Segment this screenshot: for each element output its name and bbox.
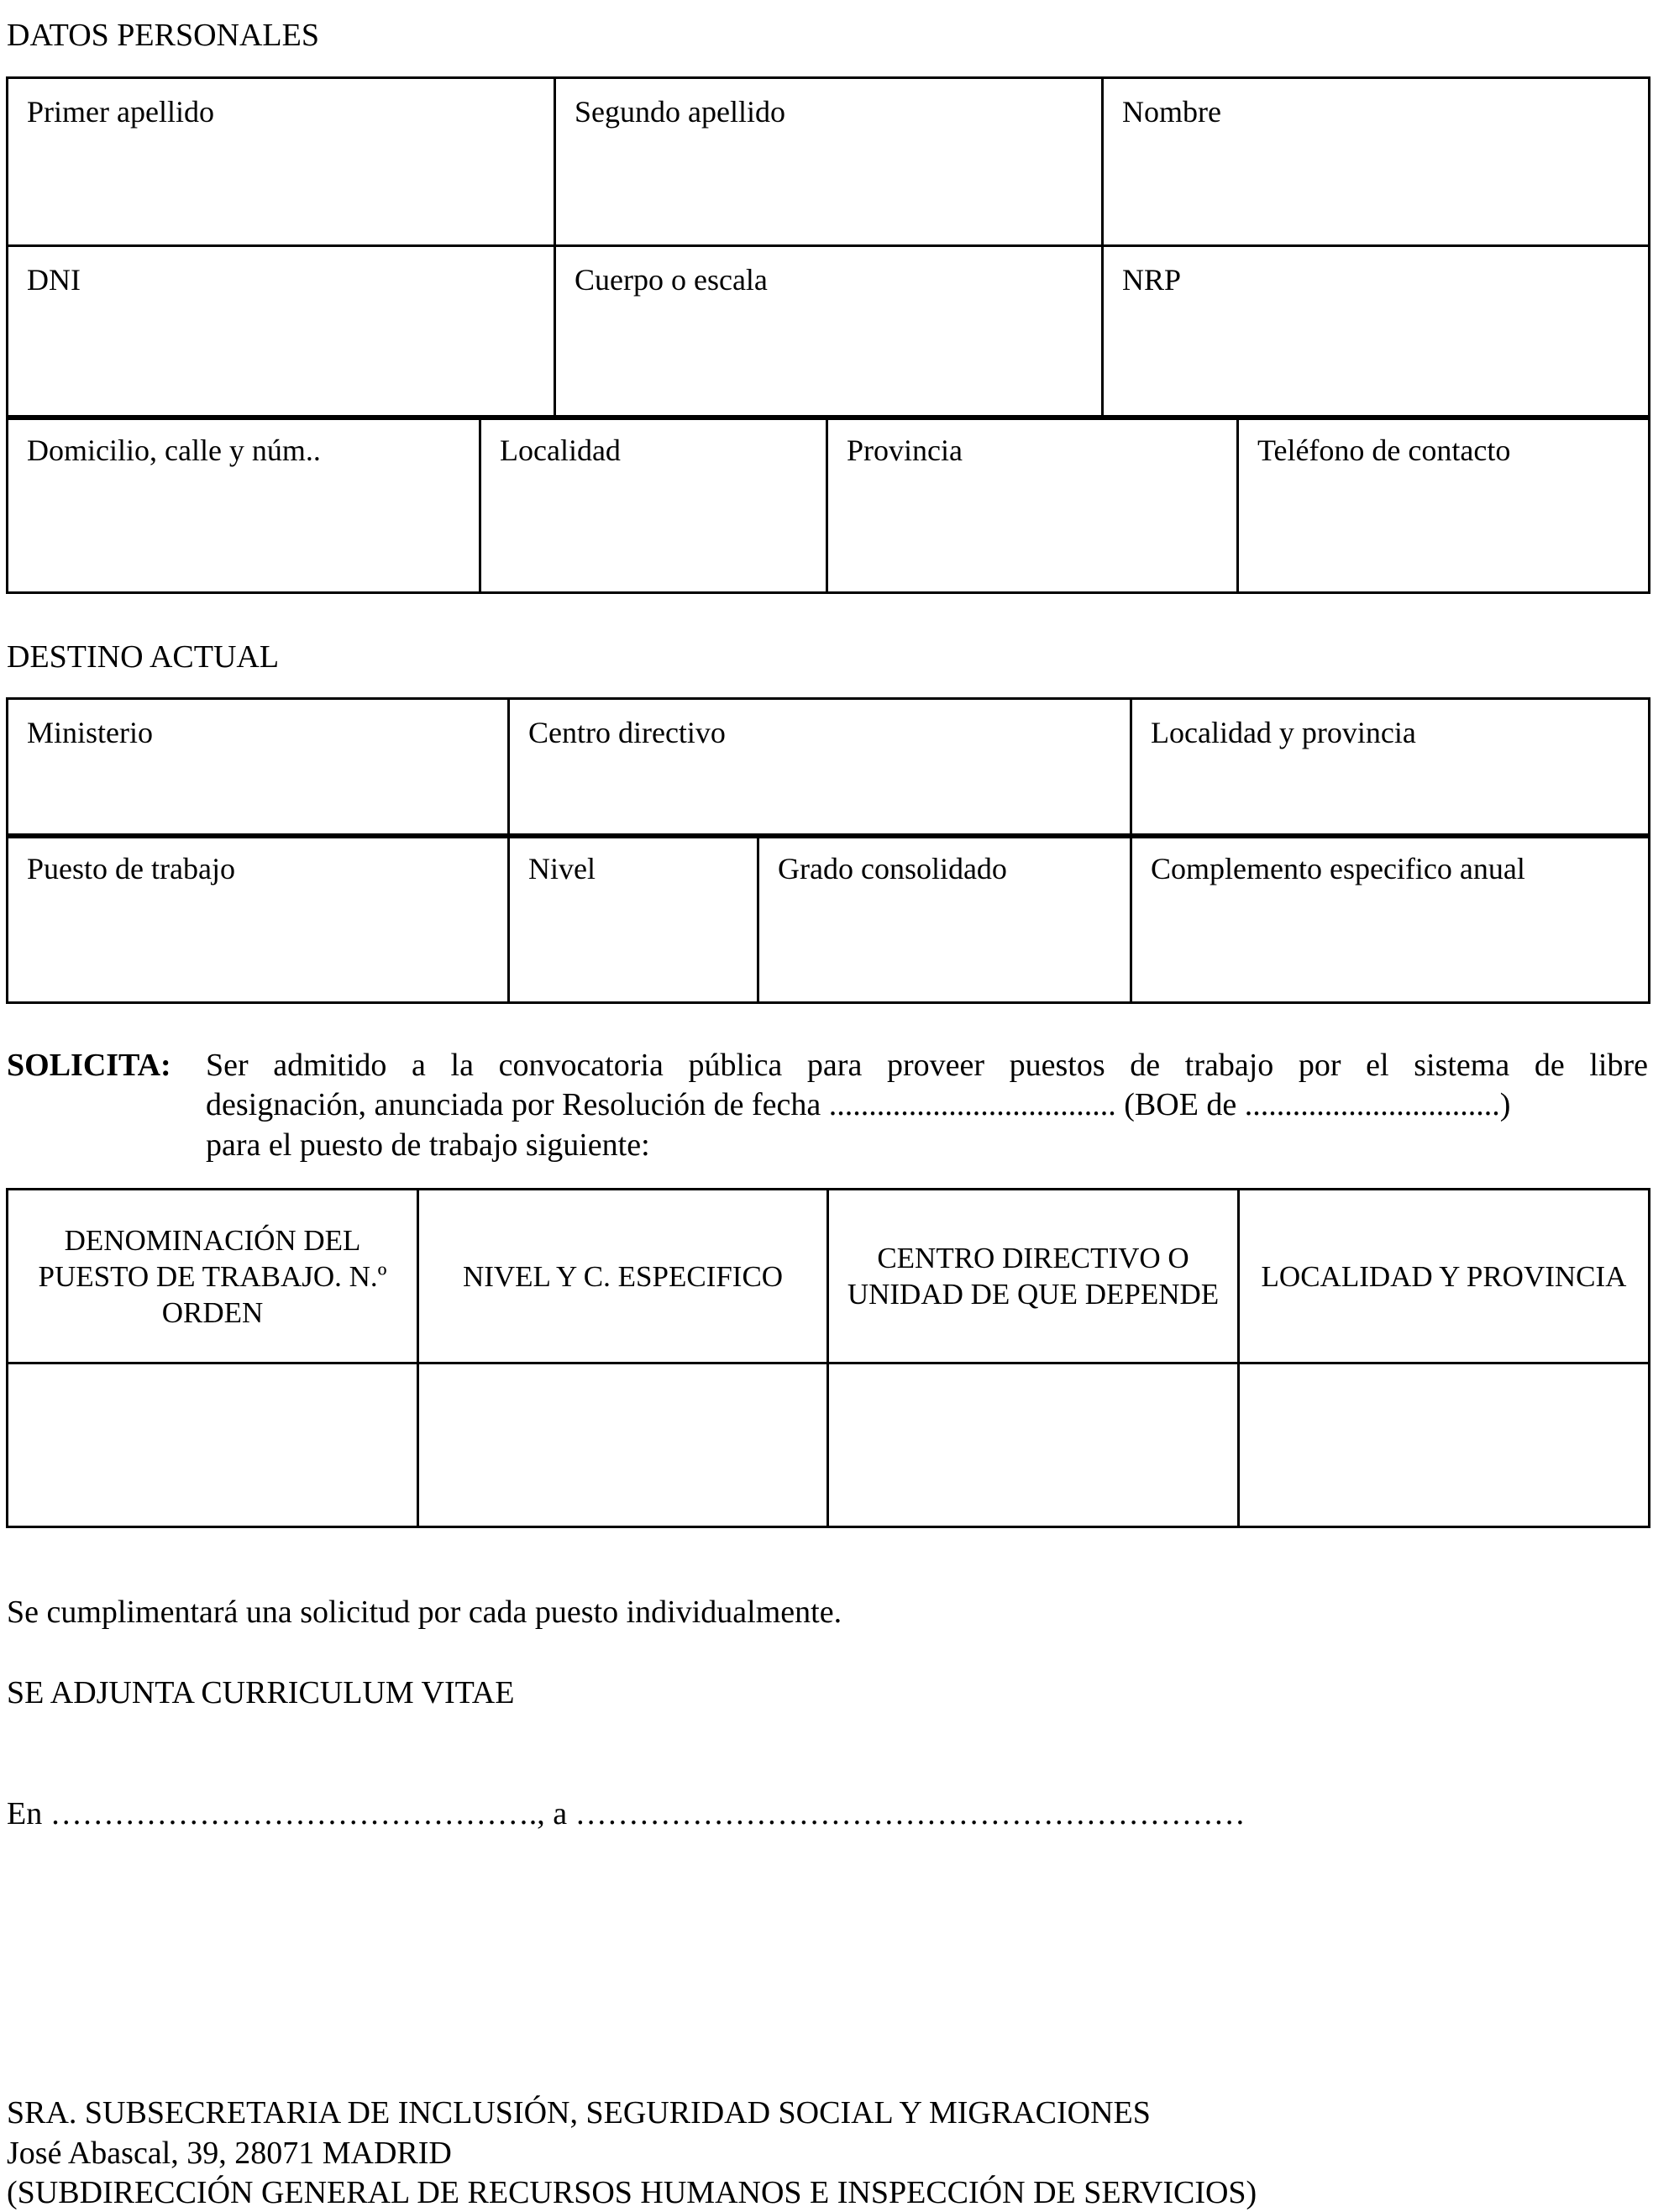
nivel-field[interactable] — [509, 835, 758, 1003]
field-label: Domicilio, calle y núm.. — [27, 433, 321, 467]
field-label: Localidad — [500, 433, 621, 467]
dni-field[interactable] — [8, 246, 555, 419]
solicita-label-text: SOLICITA: — [7, 1048, 171, 1083]
field-label: NRP — [1122, 263, 1182, 297]
cuerpo-escala-field[interactable] — [555, 246, 1103, 419]
field-label: DNI — [27, 263, 81, 297]
destinatario-line-1: SRA. SUBSECRETARIA DE INCLUSIÓN, SEGURIDAD SOCIAL Y MIGRACIONES — [7, 2095, 1151, 2131]
solicita-line-2: designación, anunciada por Resolución de fecha .................................... (BOE de ................................) — [206, 1087, 1511, 1122]
ministerio-field[interactable] — [8, 699, 509, 838]
header-denominacion: DENOMINACIÓN DEL PUESTO DE TRABAJO. N.º ORDEN — [8, 1190, 418, 1363]
nombre-field[interactable] — [1103, 78, 1650, 246]
field-label: Provincia — [847, 433, 963, 467]
field-label: Localidad y provincia — [1151, 716, 1416, 749]
segundo-apellido-field[interactable] — [555, 78, 1103, 246]
localidad-field[interactable] — [480, 417, 827, 593]
field-label: Primer apellido — [27, 95, 214, 129]
destinatario-line-2: José Abascal, 39, 28071 MADRID — [7, 2136, 452, 2171]
localidad-provincia-field[interactable] — [1131, 699, 1650, 838]
header-nivel: NIVEL Y C. ESPECIFICO — [418, 1190, 828, 1363]
field-label: Nivel — [528, 852, 596, 885]
centro-directivo-field[interactable] — [509, 699, 1131, 838]
denominacion-input-cell[interactable] — [8, 1363, 418, 1527]
complemento-especifico-field[interactable] — [1131, 835, 1650, 1003]
datos-personales-table-b — [6, 415, 1650, 594]
destino-actual-table-a — [6, 697, 1650, 838]
field-label: Cuerpo o escala — [575, 263, 768, 297]
datos-personales-table-a — [6, 76, 1650, 420]
field-label: Nombre — [1122, 95, 1221, 129]
solicita-label — [7, 1046, 171, 1085]
field-label: Puesto de trabajo — [27, 852, 235, 885]
solicita-line-1: Ser admitido a la convocatoria pública para proveer puestos de trabajo por el sistema de libre — [206, 1048, 1648, 1083]
field-label: Ministerio — [27, 716, 153, 749]
section-title-datos-personales: DATOS PERSONALES — [7, 18, 319, 53]
centro-directivo-input-cell[interactable] — [828, 1363, 1239, 1527]
telefono-field[interactable] — [1238, 417, 1650, 593]
nrp-field[interactable] — [1103, 246, 1650, 419]
domicilio-field[interactable] — [8, 417, 480, 593]
field-label: Complemento especifico anual — [1151, 852, 1525, 885]
note-curriculum: SE ADJUNTA CURRICULUM VITAE — [7, 1675, 515, 1710]
field-label: Grado consolidado — [778, 852, 1007, 885]
grado-consolidado-field[interactable] — [758, 835, 1131, 1003]
field-label: Segundo apellido — [575, 95, 785, 129]
field-label: Centro directivo — [528, 716, 726, 749]
puesto-solicitado-table — [6, 1188, 1650, 1528]
field-label: Teléfono de contacto — [1257, 433, 1511, 467]
header-localidad: LOCALIDAD Y PROVINCIA — [1239, 1190, 1650, 1363]
header-centro-directivo: CENTRO DIRECTIVO O UNIDAD DE QUE DEPENDE — [828, 1190, 1239, 1363]
note-una-solicitud: Se cumplimentará una solicitud por cada puesto individualmente. — [7, 1595, 842, 1630]
nivel-input-cell[interactable] — [418, 1363, 828, 1527]
puesto-trabajo-field[interactable] — [8, 835, 509, 1003]
provincia-field[interactable] — [827, 417, 1238, 593]
section-title-destino-actual: DESTINO ACTUAL — [7, 639, 280, 675]
localidad-input-cell[interactable] — [1239, 1363, 1650, 1527]
primer-apellido-field[interactable] — [8, 78, 555, 246]
destinatario-line-3: (SUBDIRECCIÓN GENERAL DE RECURSOS HUMANOS E INSPECCIÓN DE SERVICIOS) — [7, 2175, 1257, 2210]
lugar-fecha-line[interactable]: En ………………………………………., a ……………………………………………………… — [7, 1796, 1246, 1831]
destino-actual-table-b — [6, 833, 1650, 1004]
solicita-line-3: para el puesto de trabajo siguiente: — [206, 1127, 650, 1163]
